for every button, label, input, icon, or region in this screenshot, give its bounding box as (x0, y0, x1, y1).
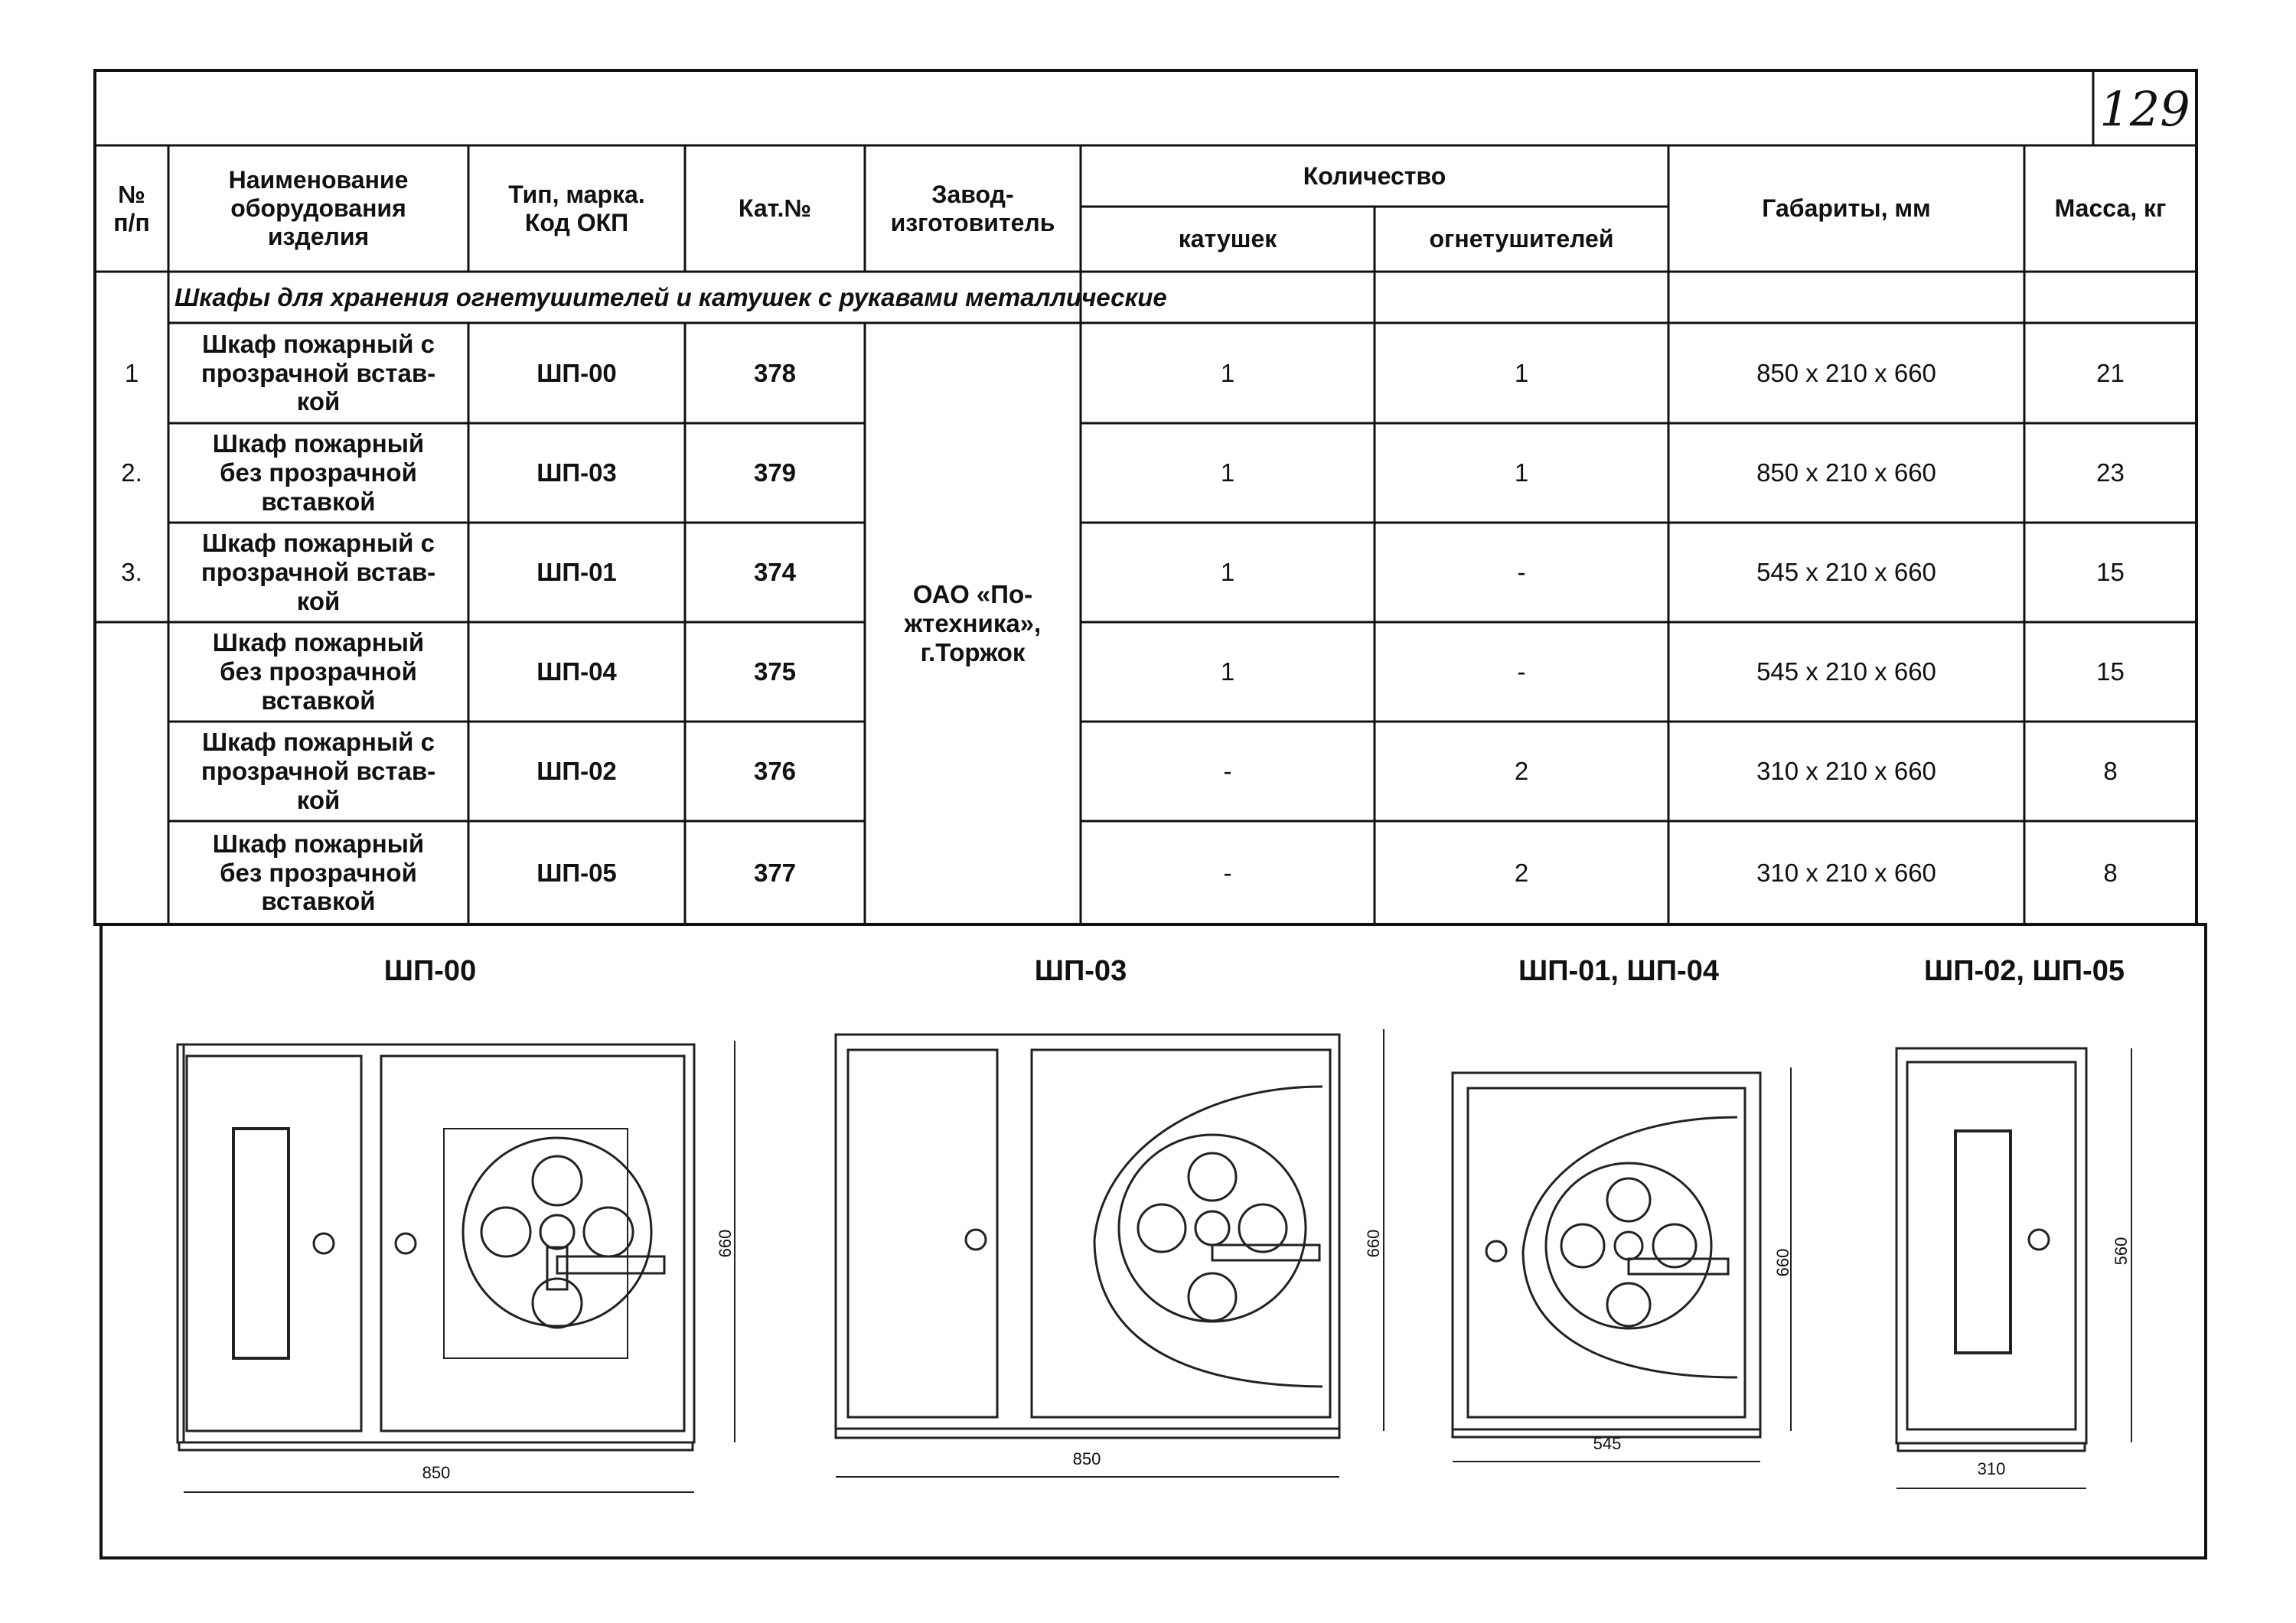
row-ext: - (1517, 657, 1526, 686)
row-name: Шкаф пожарный с прозрачной встав- кой (201, 529, 436, 615)
row-coils: 1 (1220, 358, 1235, 387)
row-type: ШП-01 (536, 558, 617, 587)
header-mass: Масса, кг (2054, 194, 2167, 223)
row-type: ШП-00 (536, 358, 617, 387)
row-ext: 2 (1514, 858, 1529, 887)
row-type: ШП-04 (536, 657, 617, 686)
row-name: Шкаф пожарный без прозрачной вставкой (212, 429, 425, 516)
page-number: 129 (2099, 80, 2190, 137)
row-coils: 1 (1220, 657, 1235, 686)
drawing-shp01-04-figure (1453, 1067, 1791, 1462)
row-mass: 23 (2096, 458, 2125, 487)
row-mass: 15 (2096, 657, 2125, 686)
row-name: Шкаф пожарный с прозрачной встав- кой (201, 329, 436, 416)
dim-width-shp01-04: 545 (1593, 1434, 1622, 1454)
dim-width-shp02-05: 310 (1977, 1459, 2006, 1479)
row-coils: - (1223, 858, 1232, 887)
row-dims: 850 х 210 х 660 (1756, 358, 1936, 387)
header-name: Наименование оборудования изделия (228, 166, 409, 250)
row-mass: 15 (2096, 558, 2125, 587)
row-ext: 1 (1514, 458, 1529, 487)
dim-height-shp01-04: 660 (1773, 1248, 1793, 1277)
row-type: ШП-05 (536, 858, 617, 887)
dim-height-shp03: 660 (1364, 1229, 1384, 1258)
drawing-shp02-05-figure (1896, 1048, 2131, 1488)
drawing-title-shp02-05: ШП-02, ШП-05 (1924, 955, 2125, 988)
header-type: Тип, марка. Код ОКП (508, 180, 645, 236)
row-num: 2. (121, 458, 142, 487)
drawing-title-shp01-04: ШП-01, ШП-04 (1518, 955, 1719, 988)
row-cat: 377 (753, 858, 797, 887)
header-qty: Количество (1303, 161, 1446, 190)
row-mass: 21 (2096, 358, 2125, 387)
row-name: Шкаф пожарный с прозрачной встав- кой (201, 728, 436, 814)
row-name: Шкаф пожарный без прозрачной вставкой (212, 628, 425, 715)
header-qty-coils: катушек (1178, 225, 1277, 253)
row-dims: 310 х 210 х 660 (1756, 757, 1936, 786)
row-mass: 8 (2103, 858, 2118, 887)
row-num (95, 722, 168, 821)
row-cat: 379 (753, 458, 797, 487)
header-qty-ext: огнетушителей (1429, 225, 1614, 253)
manufacturer-cell: ОАО «По- жтехника», г.Торжок (904, 580, 1042, 666)
row-num: 1 (124, 358, 139, 387)
drawing-shp03-figure (836, 1029, 1384, 1477)
row-cat: 375 (753, 657, 797, 686)
drawing-title-shp03: ШП-03 (1034, 955, 1127, 988)
dim-width-shp03: 850 (1072, 1449, 1101, 1469)
header-cat: Кат.№ (738, 194, 812, 223)
row-num (95, 821, 168, 924)
row-coils: 1 (1220, 558, 1235, 587)
row-type: ШП-03 (536, 458, 617, 487)
row-coils: - (1223, 757, 1232, 786)
section-title: Шкафы для хранения огнетушителей и катушек с рукавами металлические (174, 282, 1167, 311)
row-cat: 374 (753, 558, 797, 587)
dim-width-shp00: 850 (422, 1463, 451, 1483)
row-cat: 378 (753, 358, 797, 387)
dim-height-shp00: 660 (716, 1229, 735, 1258)
row-dims: 545 х 210 х 660 (1756, 558, 1936, 587)
row-coils: 1 (1220, 458, 1235, 487)
row-dims: 850 х 210 х 660 (1756, 458, 1936, 487)
header-dims: Габариты, мм (1762, 194, 1931, 223)
row-cat: 376 (753, 757, 797, 786)
drawing-shp00-figure (178, 1041, 735, 1492)
row-ext: - (1517, 558, 1526, 587)
header-num: № п/п (113, 180, 150, 236)
row-type: ШП-02 (536, 757, 617, 786)
dim-height-shp02-05: 560 (2112, 1237, 2131, 1266)
header-maker: Завод- изготовитель (890, 180, 1055, 236)
row-num: 3. (121, 558, 142, 587)
drawing-title-shp00: ШП-00 (383, 955, 477, 988)
row-ext: 2 (1514, 757, 1529, 786)
row-dims: 310 х 210 х 660 (1756, 858, 1936, 887)
row-name: Шкаф пожарный без прозрачной вставкой (212, 829, 425, 916)
row-num (95, 622, 168, 722)
row-dims: 545 х 210 х 660 (1756, 657, 1936, 686)
row-mass: 8 (2103, 757, 2118, 786)
row-ext: 1 (1514, 358, 1529, 387)
